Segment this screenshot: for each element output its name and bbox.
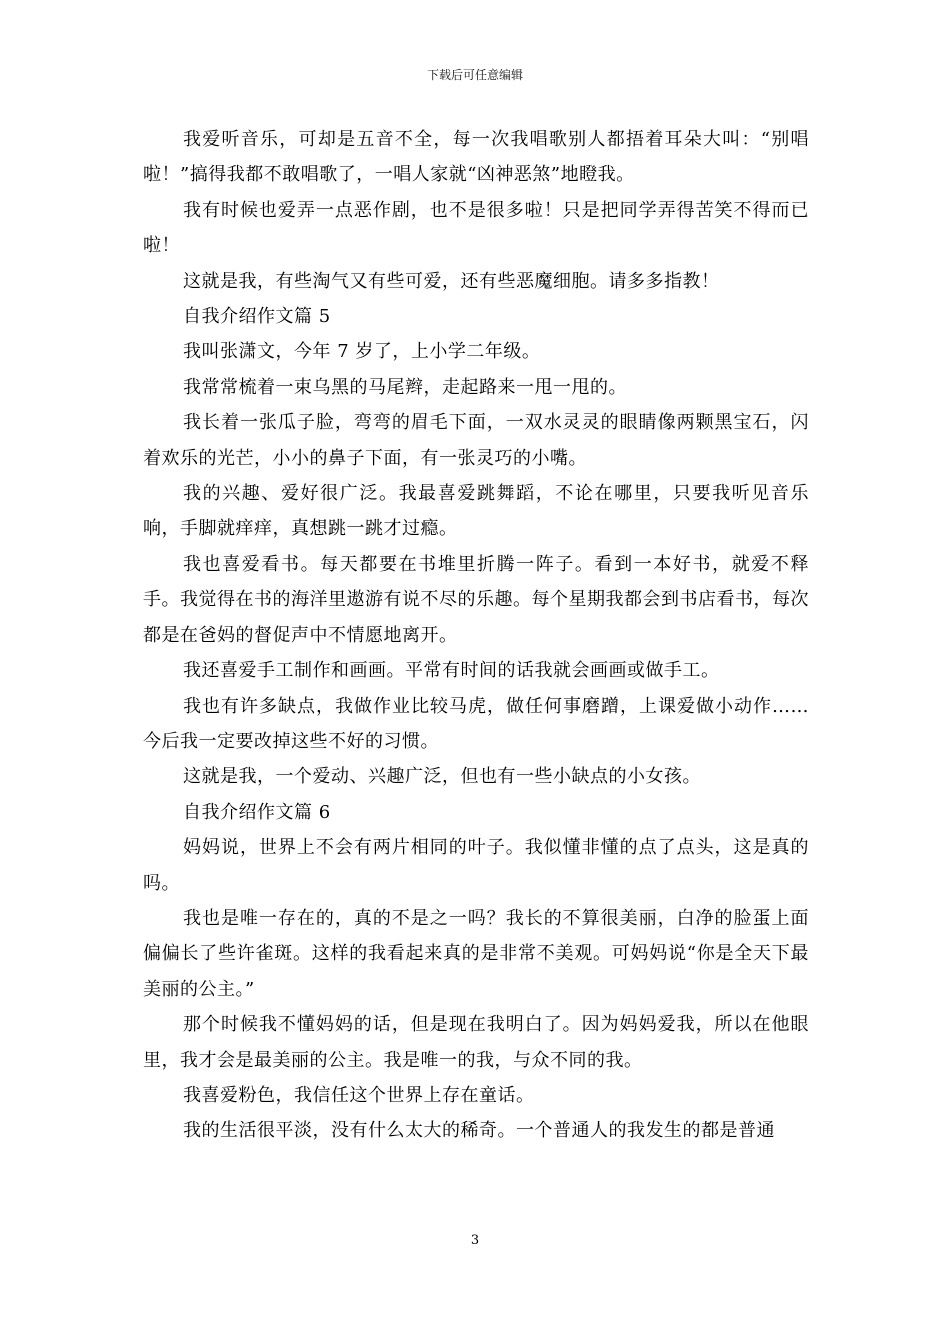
section-heading: 自我介绍作文篇 6	[183, 801, 331, 823]
paragraph: 我长着一张瓜子脸，弯弯的眉毛下面，一双水灵灵的眼睛像两颗黑宝石，闪着欢乐的光芒，小小的鼻子下面，有一张灵巧的小嘴。	[143, 412, 809, 469]
paragraph: 这就是我，有些淘气又有些可爱，还有些恶魔细胞。请多多指教！	[183, 270, 720, 292]
paragraph: 我叫张潇文，今年 7 岁了，上小学二年级。	[183, 341, 541, 363]
paragraph: 妈妈说，世界上不会有两片相同的叶子。我似懂非懂的点了点头，这是真的吗。	[143, 837, 809, 894]
paragraph: 我也有许多缺点，我做作业比较马虎，做任何事磨蹭，上课爱做小动作……今后我一定要改掉这些不好的习惯。	[143, 695, 809, 752]
paragraph: 我也是唯一存在的，真的不是之一吗？我长的不算很美丽，白净的脸蛋上面偏偏长了些许雀斑。这样的我看起来真的是非常不美观。可妈妈说“你是全天下最美丽的公主。”	[143, 907, 809, 1000]
section-heading: 自我介绍作文篇 5	[183, 306, 331, 328]
page-header: 下载后可任意编辑	[426, 68, 523, 82]
paragraph: 我也喜爱看书。每天都要在书堆里折腾一阵子。看到一本好书，就爱不释手。我觉得在书的海洋里遨游有说不尽的乐趣。每个星期我都会到书店看书，每次都是在爸妈的督促声中不情愿地离开。	[143, 553, 809, 646]
paragraph: 我的兴趣、爱好很广泛。我最喜爱跳舞蹈，不论在哪里，只要我听见音乐响，手脚就痒痒，真想跳一跳才过瘾。	[143, 483, 809, 540]
page-number: 3	[470, 1233, 480, 1248]
paragraph: 我爱听音乐，可却是五音不全，每一次我唱歌别人都捂着耳朵大叫：“别唱啦！”搞得我都不敢唱歌了，一唱人家就“凶神恶煞”地瞪我。	[143, 129, 809, 186]
paragraph: 我常常梳着一束乌黑的马尾辫，走起路来一甩一甩的。	[183, 376, 627, 398]
paragraph: 我喜爱粉色，我信任这个世界上存在童话。	[183, 1084, 535, 1106]
paragraph: 那个时候我不懂妈妈的话，但是现在我明白了。因为妈妈爱我，所以在他眼里，我才会是最美丽的公主。我是唯一的我，与众不同的我。	[143, 1014, 809, 1071]
paragraph: 我有时候也爱弄一点恶作剧，也不是很多啦！只是把同学弄得苦笑不得而已啦！	[143, 199, 809, 257]
document-body	[143, 122, 809, 1149]
paragraph: 我的生活很平淡，没有什么太大的稀奇。一个普通人的我发生的都是普通	[183, 1120, 775, 1142]
paragraph: 我还喜爱手工制作和画画。平常有时间的话我就会画画或做手工。	[183, 660, 720, 682]
paragraph: 这就是我，一个爱动、兴趣广泛，但也有一些小缺点的小女孩。	[183, 766, 701, 788]
